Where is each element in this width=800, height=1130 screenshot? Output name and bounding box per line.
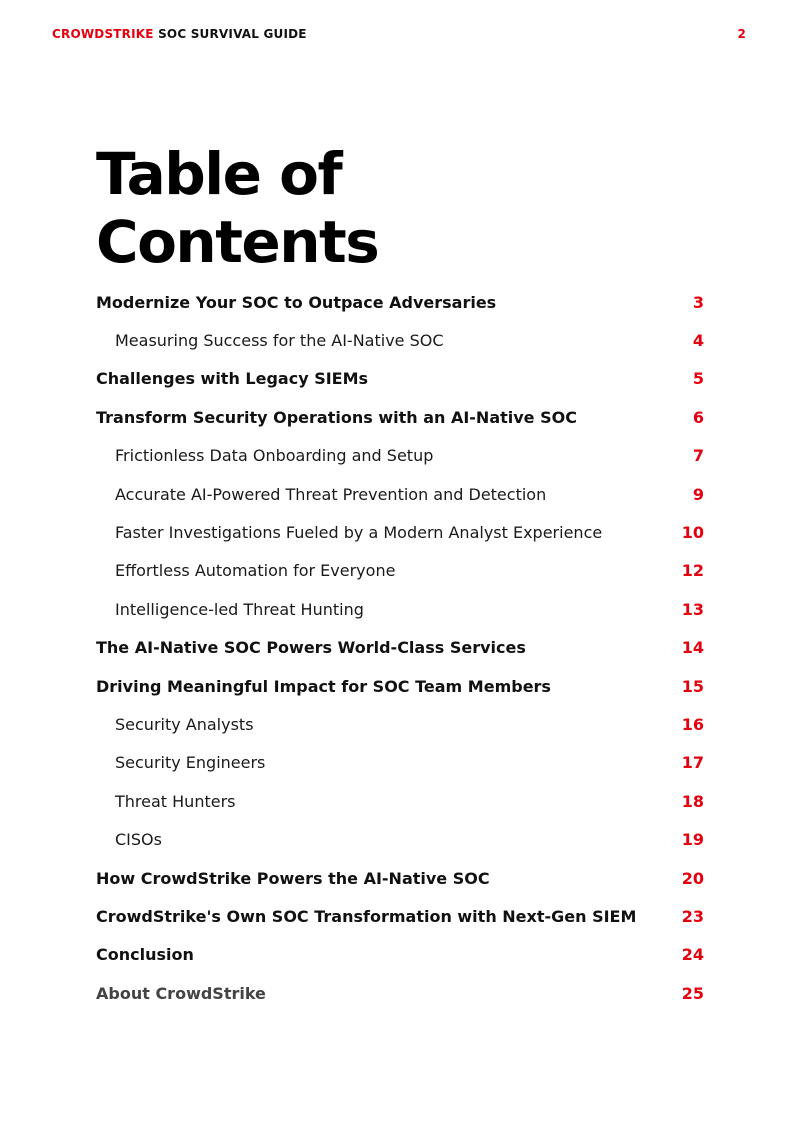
- brand-name: CROWDSTRIKE: [52, 27, 154, 41]
- toc-entry[interactable]: [96, 667, 704, 705]
- toc-entry-page-number: 15: [681, 676, 704, 696]
- toc-entry-page-number: 14: [681, 638, 704, 658]
- page-number: 2: [737, 27, 746, 41]
- toc-entry-title: About CrowdStrike: [96, 983, 266, 1003]
- toc-entry[interactable]: [96, 398, 704, 436]
- toc-entry-page-number: 7: [692, 446, 704, 466]
- toc-entry-page-number: 23: [681, 906, 704, 926]
- toc-entry[interactable]: [96, 629, 704, 667]
- toc-entry[interactable]: [96, 705, 704, 743]
- toc-entry-page-number: 17: [681, 753, 704, 773]
- page-title: [96, 140, 656, 276]
- toc-entry-title: The AI-Native SOC Powers World-Class Services: [96, 638, 526, 658]
- toc-entry[interactable]: [96, 590, 704, 628]
- toc-entry-title: Accurate AI-Powered Threat Prevention and Detection: [115, 484, 547, 504]
- toc-entry-page-number: 24: [681, 945, 704, 965]
- toc-entry-page-number: 4: [692, 331, 704, 351]
- toc-entry-page-number: 19: [681, 830, 704, 850]
- toc-entry[interactable]: [96, 897, 704, 935]
- page-header: [52, 26, 746, 42]
- toc-entry[interactable]: [96, 475, 704, 513]
- toc-entry-title: Security Engineers: [115, 753, 266, 773]
- toc-entry-title: CrowdStrike's Own SOC Transformation with Next-Gen SIEM: [96, 906, 637, 926]
- toc-entry-title: Security Analysts: [115, 714, 254, 734]
- toc-entry-title: Transform Security Operations with an AI-Native SOC: [96, 407, 577, 427]
- toc-entry-page-number: 20: [681, 868, 704, 888]
- document-title: [52, 27, 307, 41]
- toc-entry-page-number: 12: [681, 561, 704, 581]
- toc-entry[interactable]: [96, 321, 704, 359]
- guide-name: SOC SURVIVAL GUIDE: [158, 27, 307, 41]
- toc-entry-title: Intelligence-led Threat Hunting: [115, 599, 364, 619]
- toc-entry-page-number: 5: [692, 369, 704, 389]
- toc-entry-title: Threat Hunters: [115, 791, 236, 811]
- toc-entry-title: CISOs: [115, 830, 162, 850]
- toc-entry-title: Faster Investigations Fueled by a Modern Analyst Experience: [115, 523, 603, 543]
- toc-entry[interactable]: [96, 859, 704, 897]
- table-of-contents: [96, 283, 704, 1012]
- toc-entry-title: Measuring Success for the AI-Native SOC: [115, 331, 444, 351]
- toc-entry[interactable]: [96, 283, 704, 321]
- page-title-line-2: Contents: [96, 208, 379, 276]
- toc-entry-page-number: 6: [692, 407, 704, 427]
- toc-entry-page-number: 3: [692, 292, 704, 312]
- toc-entry-title: How CrowdStrike Powers the AI-Native SOC: [96, 868, 490, 888]
- toc-entry-page-number: 13: [681, 599, 704, 619]
- toc-entry[interactable]: [96, 936, 704, 974]
- toc-entry[interactable]: [96, 974, 704, 1012]
- toc-entry-title: Challenges with Legacy SIEMs: [96, 369, 369, 389]
- toc-entry[interactable]: [96, 513, 704, 551]
- toc-entry-title: Driving Meaningful Impact for SOC Team Members: [96, 676, 551, 696]
- toc-entry-page-number: 9: [692, 484, 704, 504]
- toc-entry-title: Effortless Automation for Everyone: [115, 561, 396, 581]
- toc-entry-title: Modernize Your SOC to Outpace Adversaries: [96, 292, 497, 312]
- toc-entry[interactable]: [96, 782, 704, 820]
- toc-entry-page-number: 25: [681, 983, 704, 1003]
- toc-entry-page-number: 16: [681, 714, 704, 734]
- toc-entry-title: Conclusion: [96, 945, 194, 965]
- toc-entry[interactable]: [96, 744, 704, 782]
- toc-entry-page-number: 10: [681, 523, 704, 543]
- toc-entry[interactable]: [96, 360, 704, 398]
- toc-entry[interactable]: [96, 820, 704, 858]
- toc-entry-page-number: 18: [681, 791, 704, 811]
- toc-entry[interactable]: [96, 552, 704, 590]
- page-title-line-1: Table of: [96, 140, 342, 208]
- toc-entry-title: Frictionless Data Onboarding and Setup: [115, 446, 434, 466]
- toc-entry[interactable]: [96, 437, 704, 475]
